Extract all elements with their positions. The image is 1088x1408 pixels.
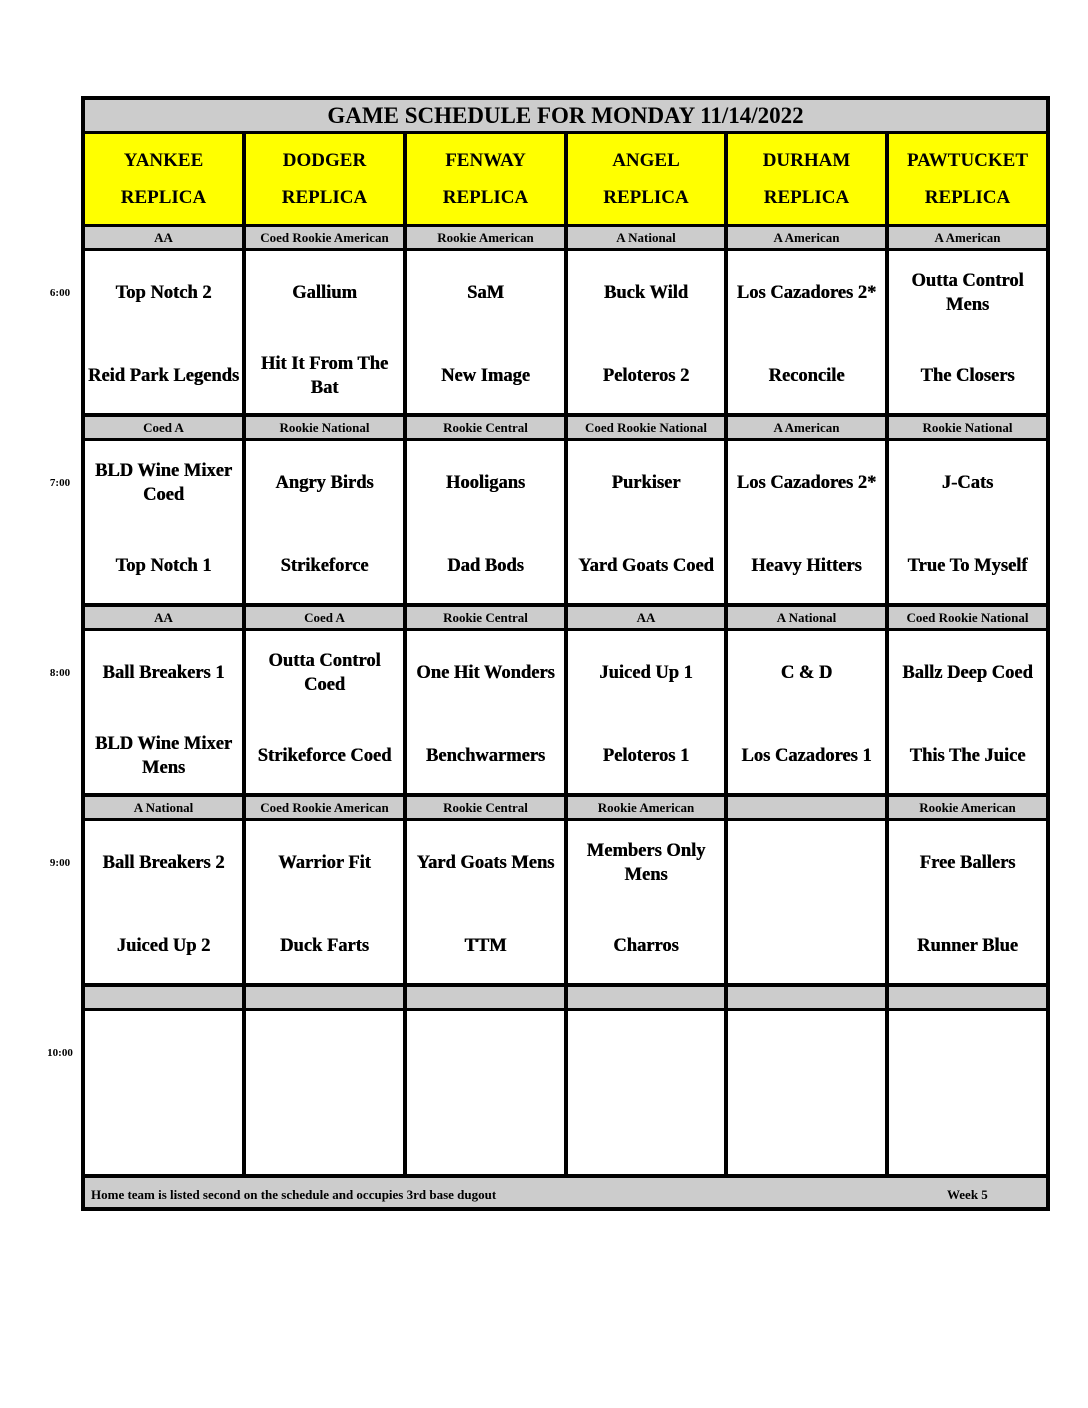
week-label: Week 5 — [947, 1187, 988, 1202]
home-team: The Closers — [920, 366, 1015, 386]
division-label: AA — [85, 227, 242, 248]
division-label: Coed A — [85, 417, 242, 438]
home-team: Dad Bods — [447, 556, 524, 576]
game-cell — [889, 251, 1046, 413]
home-team: Peloteros 1 — [602, 746, 690, 766]
division-label: Rookie American — [407, 227, 564, 248]
field-subtitle: REPLICA — [924, 187, 1011, 208]
visiting-team: Ball Breakers 1 — [102, 663, 225, 683]
division-label: A American — [728, 227, 885, 248]
field-header-angel — [568, 134, 724, 224]
game-cell — [246, 251, 403, 413]
game-cell — [568, 821, 724, 983]
division-label — [246, 987, 403, 1008]
home-team — [730, 918, 883, 974]
game-cell — [407, 631, 564, 793]
visiting-team: BLD Wine Mixer Coed — [94, 461, 233, 505]
visiting-team: Ball Breakers 2 — [102, 853, 225, 873]
visiting-team: Ballz Deep Coed — [902, 663, 1033, 683]
game-cell — [728, 251, 885, 413]
visiting-team: Angry Birds — [275, 473, 374, 493]
division-label — [728, 987, 885, 1008]
game-cell — [889, 821, 1046, 983]
division-label: Rookie National — [246, 417, 403, 438]
division-label — [728, 797, 885, 818]
visiting-team: Free Ballers — [919, 853, 1016, 873]
field-name: DODGER — [282, 150, 367, 171]
empty-game-cell — [568, 1011, 724, 1174]
game-cell — [246, 821, 403, 983]
visiting-team: C & D — [780, 663, 833, 683]
division-label: Rookie Central — [407, 417, 564, 438]
division-label: A American — [889, 227, 1046, 248]
home-team: BLD Wine Mixer Mens — [94, 734, 233, 778]
empty-game-cell — [728, 1011, 885, 1174]
visiting-team: SaM — [467, 283, 504, 303]
empty-game-cell — [85, 1011, 242, 1174]
division-label: AA — [568, 607, 724, 628]
division-label: Coed Rookie National — [889, 607, 1046, 628]
division-label: Rookie American — [889, 797, 1046, 818]
visiting-team: Hooligans — [445, 473, 526, 493]
visiting-team: Los Cazadores 2* — [736, 473, 877, 493]
field-header-dodger — [246, 134, 403, 224]
game-cell — [728, 441, 885, 603]
visiting-team: Gallium — [292, 283, 357, 303]
division-label: A National — [568, 227, 724, 248]
home-team: Heavy Hitters — [751, 556, 862, 576]
visiting-team: Warrior Fit — [278, 853, 371, 873]
field-header-pawtucket — [889, 134, 1046, 224]
division-label — [568, 987, 724, 1008]
home-team: New Image — [441, 366, 530, 386]
field-name: PAWTUCKET — [906, 150, 1029, 171]
visiting-team: Outta Control Coed — [268, 651, 381, 695]
time-label: 6:00 — [49, 287, 71, 299]
visiting-team — [730, 835, 883, 891]
home-team: Hit It From The Bat — [260, 354, 389, 398]
field-subtitle: REPLICA — [120, 187, 207, 208]
field-name: FENWAY — [445, 150, 526, 171]
home-team: TTM — [464, 936, 507, 956]
visiting-team: Top Notch 2 — [115, 283, 212, 303]
field-header-durham — [728, 134, 885, 224]
home-team: Los Cazadores 1 — [741, 746, 872, 766]
home-team: This The Juice — [909, 746, 1026, 766]
field-name: ANGEL — [612, 150, 680, 171]
home-team: Peloteros 2 — [602, 366, 690, 386]
game-cell — [568, 631, 724, 793]
visiting-team: Buck Wild — [603, 283, 689, 303]
game-cell — [407, 821, 564, 983]
field-subtitle: REPLICA — [281, 187, 368, 208]
division-label: Rookie Central — [407, 607, 564, 628]
footer-bar — [85, 1178, 1046, 1207]
empty-game-cell — [246, 1011, 403, 1174]
game-cell — [407, 441, 564, 603]
division-label: Rookie National — [889, 417, 1046, 438]
home-team: Strikeforce Coed — [257, 746, 392, 766]
home-team: Reid Park Legends — [87, 366, 240, 386]
game-cell — [85, 441, 242, 603]
game-cell — [568, 441, 724, 603]
visiting-team: Outta Control Mens — [911, 271, 1024, 315]
game-cell — [889, 631, 1046, 793]
division-label: Coed A — [246, 607, 403, 628]
home-team: Duck Farts — [280, 936, 369, 956]
game-cell — [568, 251, 724, 413]
visiting-team: J-Cats — [941, 473, 994, 493]
home-team: Yard Goats Coed — [578, 556, 714, 576]
division-label: AA — [85, 607, 242, 628]
division-label: Rookie Central — [407, 797, 564, 818]
time-label: 7:00 — [49, 477, 71, 489]
field-subtitle: REPLICA — [442, 187, 529, 208]
home-team: Strikeforce — [280, 556, 369, 576]
division-label: Coed Rookie American — [246, 227, 403, 248]
home-team: Top Notch 1 — [115, 556, 212, 576]
visiting-team: Yard Goats Mens — [416, 853, 555, 873]
game-cell — [85, 251, 242, 413]
game-cell — [85, 631, 242, 793]
field-header-fenway — [407, 134, 564, 224]
game-cell — [728, 821, 885, 983]
field-header-yankee — [85, 134, 242, 224]
home-team: Benchwarmers — [425, 746, 546, 766]
division-label: A National — [728, 607, 885, 628]
field-subtitle: REPLICA — [763, 187, 850, 208]
home-team: Charros — [613, 936, 679, 956]
division-label: A National — [85, 797, 242, 818]
time-label: 10:00 — [47, 1047, 73, 1059]
visiting-team: Juiced Up 1 — [599, 663, 693, 683]
empty-game-cell — [889, 1011, 1046, 1174]
visiting-team: Members Only Mens — [586, 841, 706, 885]
game-cell — [889, 441, 1046, 603]
game-cell — [246, 441, 403, 603]
division-label: Coed Rookie National — [568, 417, 724, 438]
division-label — [889, 987, 1046, 1008]
field-name: YANKEE — [123, 150, 204, 171]
game-cell — [85, 821, 242, 983]
home-team: Juiced Up 2 — [116, 936, 211, 956]
visiting-team: Los Cazadores 2* — [736, 283, 877, 303]
schedule-table — [81, 96, 1050, 1211]
visiting-team: Purkiser — [611, 473, 681, 493]
footer-note: Home team is listed second on the schedule and occupies 3rd base dugout — [91, 1187, 497, 1202]
division-label: Coed Rookie American — [246, 797, 403, 818]
schedule-title: GAME SCHEDULE FOR MONDAY 11/14/2022 — [85, 100, 1046, 131]
game-cell — [728, 631, 885, 793]
division-label: A American — [728, 417, 885, 438]
division-label: Rookie American — [568, 797, 724, 818]
time-label: 9:00 — [49, 857, 71, 869]
field-subtitle: REPLICA — [603, 187, 689, 208]
time-label: 8:00 — [49, 667, 71, 679]
field-name: DURHAM — [762, 150, 851, 171]
empty-game-cell — [407, 1011, 564, 1174]
home-team: True To Myself — [907, 556, 1028, 576]
home-team: Runner Blue — [917, 936, 1018, 956]
game-cell — [246, 631, 403, 793]
division-label — [85, 987, 242, 1008]
visiting-team: One Hit Wonders — [416, 663, 555, 683]
division-label — [407, 987, 564, 1008]
home-team: Reconcile — [768, 366, 845, 386]
game-cell — [407, 251, 564, 413]
